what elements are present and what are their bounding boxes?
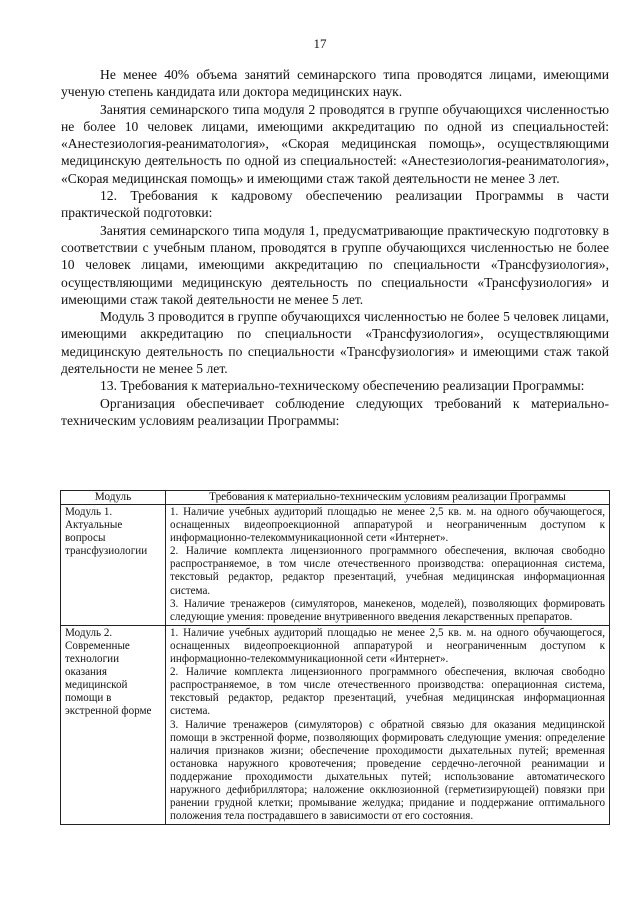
requirement-item: 3. Наличие тренажеров (симуляторов, манекенов, моделей), позволяющих формировать следующие умения: проведение внутривенного введения лекарственных препаратов.: [170, 597, 605, 623]
module-2-label: Модуль 2. Современные технологии оказания медицинской помощи в экстренной форме: [65, 626, 152, 718]
column-header-module: Модуль: [61, 491, 166, 505]
paragraph-module-3-staff: Модуль 3 проводится в группе обучающихся численностью не более 5 человек лицами, имеющими аккредитацию по специальности «Трансфузиология», осуществляющими медицинскую деятельность по специальности «Трансфузиология» и имеющими стаж такой деятельности не менее 5 лет.: [61, 309, 609, 377]
table-row: [61, 505, 610, 626]
paragraph-section-12-heading: 12. Требования к кадровому обеспечению реализации Программы в части практической подготовки:: [61, 188, 609, 221]
requirement-item: 2. Наличие комплекта лицензионного программного обеспечения, включая свободно распространяемое, в том числе отечественного производства: операционная система, текстовый редактор, редактор презентаций, учебная медицинская информационная система.: [170, 666, 605, 718]
requirements-cell: [166, 505, 610, 626]
table-header-row: [61, 491, 610, 505]
document-body: [61, 66, 609, 429]
column-header-requirements: Требования к материально-техническим условиям реализации Программы: [166, 491, 610, 505]
requirements-cell: [166, 625, 610, 824]
requirement-item: 3. Наличие тренажеров (симуляторов) с обратной связью для оказания медицинской помощи в экстренной форме, позволяющих формировать следующие умения: определение наличия признаков жизни; обеспечение проходимости дыхательных путей; временная остановка наружного кровотечения; проведение сердечно-легочной реанимации и поддержание проходимости дыхательных путей; использование автоматического наружного дефибриллятора; наложение окклюзионной (герметизирующей) повязки при ранении грудной клетки; промывание желудка; придание и поддержание оптимального положения тела пострадавшего в зависимости от его состояния.: [170, 718, 605, 823]
paragraph-section-13-heading: 13. Требования к материально-техническому обеспечению реализации Программы:: [100, 378, 585, 394]
requirements-table: [60, 490, 610, 825]
module-name: [65, 627, 161, 719]
requirement-item: 1. Наличие учебных аудиторий площадью не менее 2,5 кв. м. на одного обучающегося, оснащенных видеопроекционной аппаратурой и неограниченным доступом к информационно-телекоммуникационной сети «Интернет».: [170, 506, 605, 545]
paragraph-module-2-staff: Занятия семинарского типа модуля 2 проводятся в группе обучающихся численностью не более 10 человек лицами, имеющими аккредитацию по одной из специальностей: «Анестезиология-реаниматология», «Скорая медицинская помощь», осуществляющими медицинскую деятельность по одной из специальностей: «Анестезиология-реаниматология», «Скорая медицинская помощь» и имеющими стаж такой деятельности не менее 3 лет.: [61, 101, 609, 186]
table-row: [61, 625, 610, 824]
module-cell: [61, 625, 166, 824]
paragraph-degree-requirement: Не менее 40% объема занятий семинарского типа проводятся лицами, имеющими ученую степень кандидата или доктора медицинских наук.: [61, 67, 609, 100]
module-cell: [61, 505, 166, 626]
module-name: [65, 506, 161, 558]
paragraph-module-1-practice: Занятия семинарского типа модуля 1, предусматривающие практическую подготовку в соответствии с учебным планом, проводятся в группе обучающихся численностью не более 10 человек лицами, имеющими аккредитацию по специальности «Трансфузиология», осуществляющими медицинскую деятельность по специальности «Трансфузиология» и имеющими стаж такой деятельности не менее 5 лет.: [61, 222, 609, 307]
requirement-item: 2. Наличие комплекта лицензионного программного обеспечения, включая свободно распространяемое, в том числе отечественного производства: операционная система, текстовый редактор, редактор презентаций, учебная медицинская информационная система.: [170, 545, 605, 597]
page-number: 17: [313, 36, 327, 51]
requirement-item: 1. Наличие учебных аудиторий площадью не менее 2,5 кв. м. на одного обучающегося, оснащенных видеопроекционной аппаратурой и неограниченным доступом к информационно-телекоммуникационной сети «Интернет».: [170, 626, 605, 666]
module-1-label: Модуль 1. Актуальные вопросы трансфузиологии: [65, 506, 148, 558]
paragraph-table-intro: Организация обеспечивает соблюдение следующих требований к материально-техническим условиям реализации Программы:: [61, 395, 609, 428]
